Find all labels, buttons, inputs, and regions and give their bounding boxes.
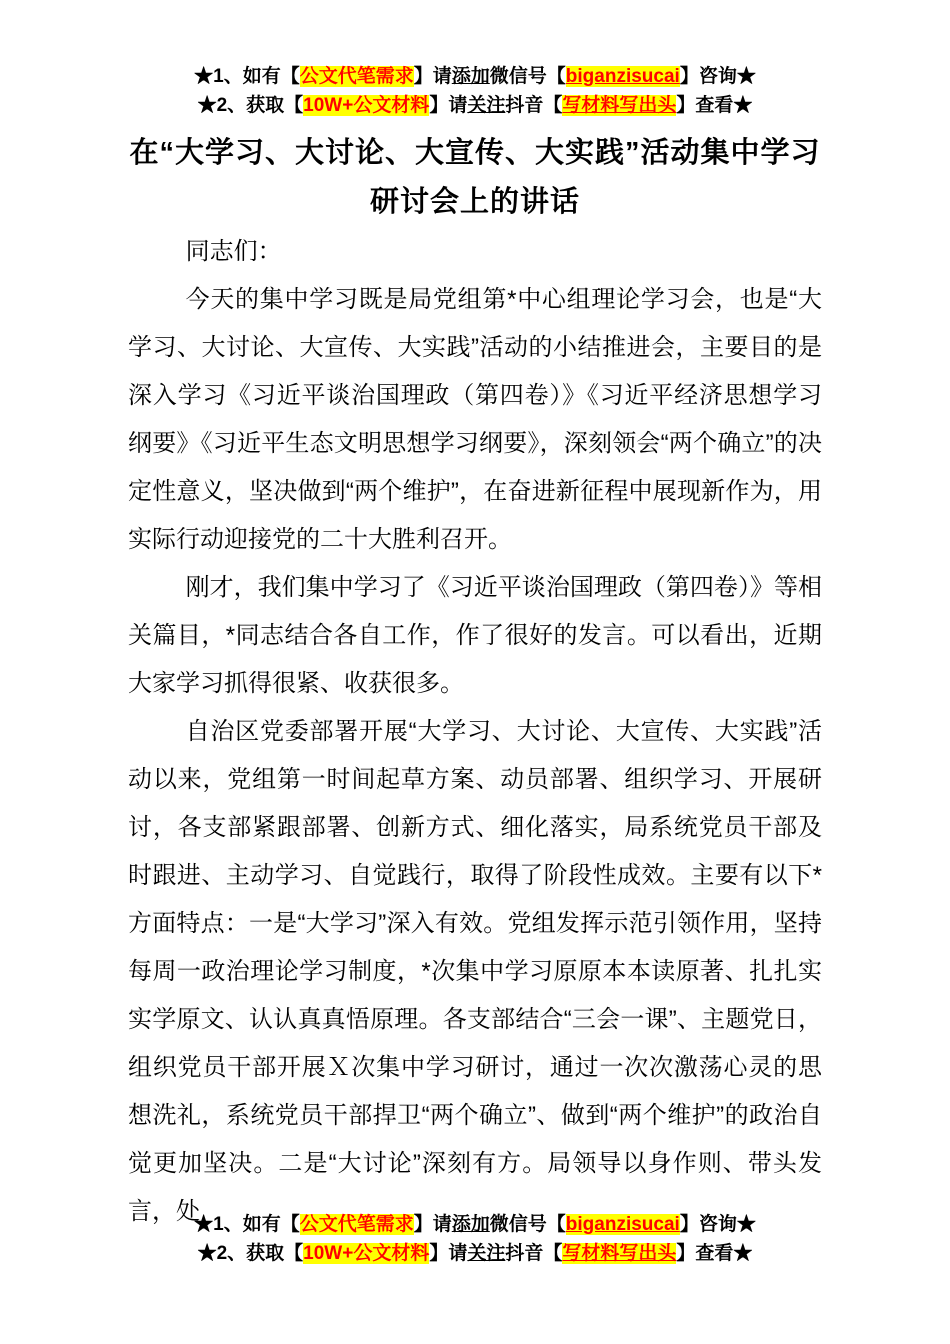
promo-text: 】请 [429,1243,468,1264]
promo-text: ★1、如有【 [194,66,300,87]
promo-highlight-writing-service: 公文代笔需求 [299,66,414,87]
promo-banner-top [128,62,822,120]
promo-highlight-writing-service: 公文代笔需求 [299,1214,414,1235]
promo-highlight-materials: 10W+公文材料 [303,95,430,116]
promo-text: 微信号【 [489,1214,566,1235]
promo-wechat-id: biganzisucai [565,1214,680,1235]
promo-text: 抖音【 [505,95,563,116]
promo-line-2 [128,91,822,120]
promo-text: 】请 [429,95,468,116]
promo-text: 抖音【 [505,1243,563,1264]
promo-line-2 [0,1239,950,1268]
promo-wechat-id: biganzisucai [565,66,680,87]
promo-text: ★1、如有【 [194,1214,300,1235]
promo-highlight-materials: 10W+公文材料 [303,1243,430,1264]
promo-text: ★2、获取【 [197,95,304,116]
promo-text: 】查看★ [676,95,753,116]
paragraph-remarks: 刚才，我们集中学习了《习近平谈治国理政（第四卷）》等相关篇目，*同志结合各自工作，作了很好的发言。可以看出，近期大家学习抓得很紧、收获很多。 [128,574,822,697]
promo-line-1 [128,62,822,91]
promo-underline-follow: 关注 [467,1243,506,1264]
document-body [128,228,822,1236]
promo-banner-bottom [0,1210,950,1268]
promo-text: 】请 [413,66,452,87]
promo-douyin-id: 写材料写出头 [562,95,677,116]
promo-text: 微信号【 [489,66,566,87]
paragraph-intro: 今天的集中学习既是局党组第*中心组理论学习会，也是“大学习、大讨论、大宣传、大实践”活动的小结推进会，主要目的是深入学习《习近平谈治国理政（第四卷）》《习近平经济思想学习纲要》《习近平生态文明思想学习纲要》，深刻领会“两个确立”的决定性意义，坚决做到“两个维护”，在奋进新征程中展现新作为，用实际行动迎接党的二十大胜利召开。 [128,286,822,553]
promo-text: 】查看★ [676,1243,753,1264]
promo-text: ★2、获取【 [197,1243,304,1264]
promo-text: 】咨询★ [679,66,756,87]
paragraph-progress: 自治区党委部署开展“大学习、大讨论、大宣传、大实践”活动以来，党组第一时间起草方案、动员部署、组织学习、开展研讨，各支部紧跟部署、创新方式、细化落实，局系统党员干部及时跟进、主动学习、自觉践行，取得了阶段性成效。主要有以下*方面特点：一是“大学习”深入有效。党组发挥示范引领作用，坚持每周一政治理论学习制度，*次集中学习原原本本读原著、扎扎实实学原文、认认真真悟原理。各支部结合“三会一课”、主题党日，组织党员干部开展Ｘ次集中学习研讨，通过一次次激荡心灵的思想洗礼，系统党员干部捍卫“两个确立”、做到“两个维护”的政治自觉更加坚决。二是“大讨论”深刻有方。局领导以身作则、带头发言，处 [128,718,822,1225]
promo-text: 】请 [413,1214,452,1235]
promo-underline-add: 添加 [451,66,490,87]
promo-text: 】咨询★ [679,1214,756,1235]
promo-line-1 [0,1210,950,1239]
promo-douyin-id: 写材料写出头 [562,1243,677,1264]
paragraph-salutation: 同志们： [185,238,282,265]
document-title: 在“大学习、大讨论、大宣传、大实践”活动集中学习研讨会上的讲话 [129,137,821,218]
promo-underline-add: 添加 [451,1214,490,1235]
promo-underline-follow: 关注 [467,95,506,116]
